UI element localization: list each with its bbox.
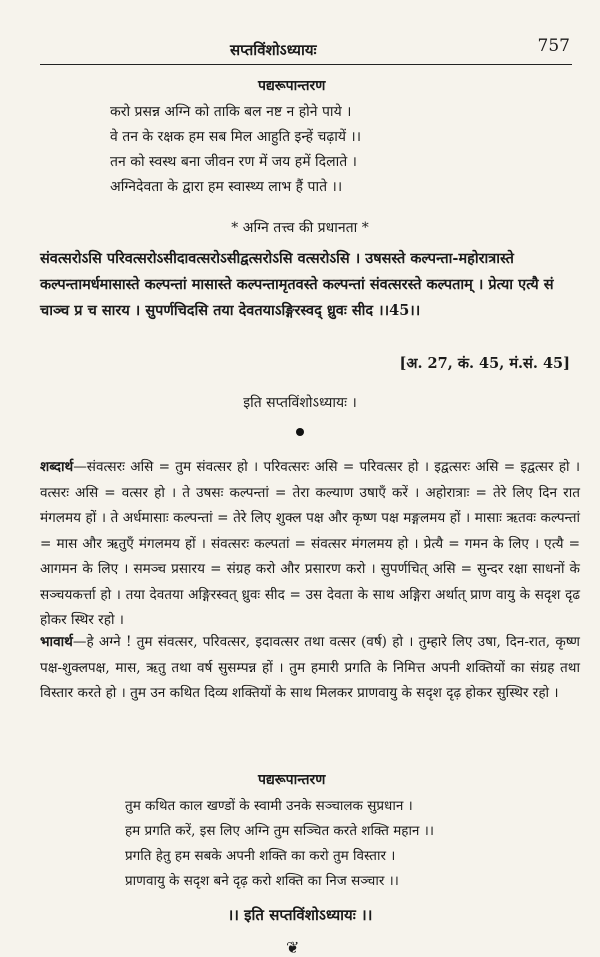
chapter-title: सप्तविंशोऽध्यायः [230,41,317,59]
shabdarth-paragraph [40,455,580,634]
closing-line: ।। इति सप्तविंशोऽध्यायः ।। [227,906,373,924]
bhavarth-text: —हे अग्ने ! तुम संवत्सर, परिवत्सर, इदावत्सर तथा वत्सर (वर्ष) हो । तुम्हारे लिए उषा, दिन-रात, कृष्ण पक्ष-शुक्लपक्ष, मास, ऋतु तथा वर्ष सुसम्पन्न हों । तुम हमारी प्रगति के निमित्त अपनी शक्तियों का संग्रह तथा विस्तार करते हो । तुम उन कथित दिव्य शक्तियों के साथ मिलकर प्राणवायु के सदृश दृढ़ होकर सुस्थिर रहो । [40,634,580,701]
verse-heading-2: पद्यरूपान्तरण [258,772,326,788]
shabdarth-label: शब्दार्थ [40,459,74,475]
verse-line: हम प्रगति करें, इस लिए अग्नि तुम सञ्चित करते शक्ति महान ।। [125,823,434,839]
shabdarth-text: —संवत्सरः असि = तुम संवत्सर हो । परिवत्सरः असि = परिवत्सर हो । इद्वत्सरः असि = इद्वत्सर हो । वत्सरः असि = वत्सर हो । ते उषसः कल्पन्तां = तेरा कल्याण उषाएँ करें । अहोरात्राः = तेरे लिए दिन रात मंगलमय हों । ते अर्धमासाः कल्पन्तां = तेरे लिए शुक्ल पक्ष और कृष्ण पक्ष मङ्गलमय हों । मासाः ऋतवः कल्पन्तां = मास और ऋतुएँ मंगलमय हों । संवत्सरः कल्पतां = संवत्सर मंगलमय हो । प्रेत्यै = गमन के लिए । एत्यै = आगमन के लिए । समञ्च प्रसारय = संग्रह करो और प्रसारण करो । सुपर्णचित् असि = सुन्दर रक्षा साधनों के सञ्चयकर्त्ता हो । तया देवतया अङ्गिरस्वत् ध्रुवः सीद = उस देवता के साथ अङ्गिरा अर्थात् प्राण वायु के सदृश दृढ होकर स्थिर रहो । [40,459,580,628]
verse-line: वे तन के रक्षक हम सब मिल आहुति इन्हें चढ़ायें ।। [110,129,362,145]
flower-ornament-icon: ❦ [286,938,300,957]
verse-line: करो प्रसन्न अग्नि को ताकि बल नष्ट न होने पाये । [110,104,352,120]
verse-line: प्रगति हेतु हम सबके अपनी शक्ति का करो तुम विस्तार । [125,848,396,864]
mantra-text: संवत्सरोऽसि परिवत्सरोऽसीदावत्सरोऽसीद्वत्सरोऽसि वत्सरोऽसि । उषसस्ते कल्पन्ता-महोरात्रास्ते कल्पन्तामर्धमासास्ते कल्पन्तां मासास्ते कल्पन्तामृतवस्ते कल्पन्तां संवत्सरस्ते कल्पताम् । प्रेत्या एत्यै सं चाञ्च प्र च सारय । सुपर्णचिदसि तया देवतयाऽङ्गिरस्वद् ध्रुवः सीद ।।45।। [40,250,554,319]
verse-line: तुम कथित काल खण्डों के स्वामी उनके सञ्चालक सुप्रधान । [125,798,413,814]
verse-line: तन को स्वस्थ बना जीवन रण में जय हमें दिलाते । [110,154,357,170]
verse-heading-1: पद्यरूपान्तरण [258,78,326,94]
bullet-ornament [296,428,304,436]
header-divider [40,64,572,65]
verse-line: प्राणवायु के सदृश बने दृढ़ करो शक्ति का निज सञ्चार ।। [125,873,399,889]
iti-line: इति सप्तविंशोऽध्यायः । [243,395,357,411]
bhavarth-paragraph [40,630,580,707]
section-title: * अग्नि तत्त्व की प्रधानता * [231,220,369,236]
bhavarth-label: भावार्थ [40,634,73,650]
mantra-reference: [अ. 27, कं. 45, मं.सं. 45] [399,355,570,372]
page-number: 757 [537,36,570,56]
verse-line: अग्निदेवता के द्वारा हम स्वास्थ्य लाभ हैं पाते ।। [110,179,343,195]
